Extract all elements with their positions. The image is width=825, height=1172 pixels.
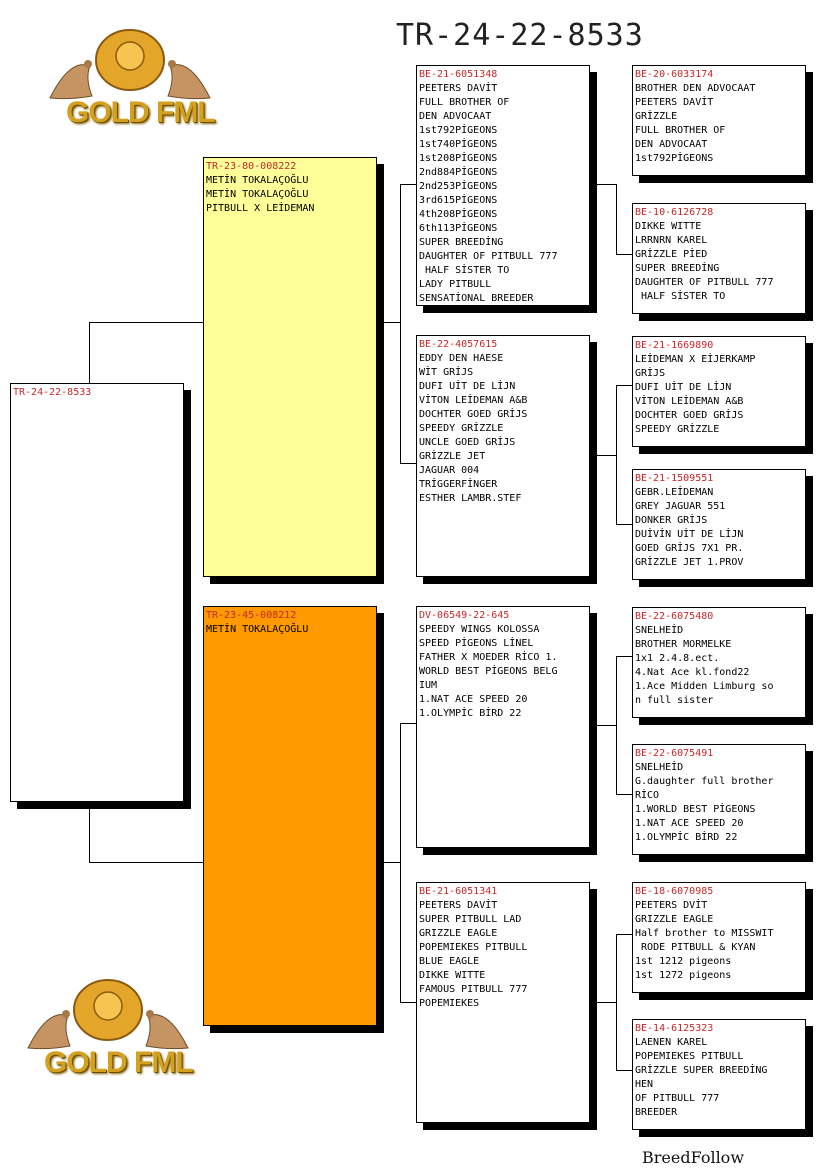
ring-number: TR-23-45-008212 — [206, 610, 297, 621]
bird-info-line: 1.NAT ACE SPEED 20 — [635, 818, 744, 829]
connector-line — [616, 385, 617, 525]
bird-info-line: FULL BROTHER OF — [635, 125, 726, 136]
bird-info-line: LEİDEMAN X EİJERKAMP — [635, 354, 756, 365]
connector-line — [616, 184, 617, 254]
connector-line — [89, 322, 90, 384]
bird-info-line: GEBR.LEİDEMAN — [635, 487, 714, 498]
sire-dam-box[interactable] — [416, 335, 590, 577]
connector-line — [597, 1002, 616, 1003]
connector-line — [89, 862, 203, 863]
dam-dam-sire-box[interactable] — [632, 882, 806, 993]
bird-info-line: HALF SİSTER TO — [419, 265, 510, 276]
bird-info-line: TRİGGERFİNGER — [419, 479, 498, 490]
bird-info-line: SPEEDY WINGS KOLOSSA — [419, 624, 540, 635]
bird-info-line: PEETERS DAVİT — [635, 97, 714, 108]
bird-info-line: BROTHER MORMELKE — [635, 639, 732, 650]
connector-line — [89, 322, 203, 323]
connector-line — [89, 802, 90, 863]
bird-info-line: FAMOUS PITBULL 777 — [419, 984, 528, 995]
ring-number: TR-23-80-008222 — [206, 161, 297, 172]
bird-info-line: SUPER BREEDİNG — [635, 263, 720, 274]
dam-dam-dam-box[interactable] — [632, 1019, 806, 1130]
bird-info-line: SUPER BREEDİNG — [419, 237, 504, 248]
bird-info-line: DEN ADVOCAAT — [419, 111, 492, 122]
ring-number: BE-10-6126728 — [635, 207, 714, 218]
sire-dam-dam-box[interactable] — [632, 469, 806, 580]
bird-info-line: LADY PITBULL — [419, 279, 492, 290]
bird-info-line: GRİZZLE JET 1.PROV — [635, 557, 744, 568]
dam-box[interactable] — [203, 606, 377, 1026]
bird-info-line: DIKKE WITTE — [419, 970, 486, 981]
sire-dam-sire-box[interactable] — [632, 336, 806, 447]
sire-sire-dam-box[interactable] — [632, 203, 806, 314]
connector-line — [616, 524, 632, 525]
ring-number: BE-21-6051348 — [419, 69, 498, 80]
bird-info-line: n full sister — [635, 695, 714, 706]
bird-info-line: DOCHTER GOED GRİJS — [419, 409, 528, 420]
bird-info-line: GRİJS — [635, 368, 666, 379]
connector-line — [616, 385, 632, 386]
ring-number: BE-22-6075480 — [635, 611, 714, 622]
bird-info-line: BREEDER — [635, 1107, 678, 1118]
bird-info-line: LRRNRN KAREL — [635, 235, 708, 246]
bird-info-line: BLUE EAGLE — [419, 956, 480, 967]
bird-info-line: 1st792PİGEONS — [635, 153, 714, 164]
ring-number: TR-24-22-8533 — [13, 387, 92, 398]
bird-info-line: GOED GRİJS 7X1 PR. — [635, 543, 744, 554]
bird-info-line: DAUGHTER OF PITBULL 777 — [635, 277, 774, 288]
bird-info-line: METİN TOKALAÇOĞLU — [206, 624, 309, 635]
subject-box[interactable] — [10, 383, 184, 802]
bird-info-line: 1st740PİGEONS — [419, 139, 498, 150]
connector-line — [597, 455, 616, 456]
bird-info-line: 3rd615PİGEONS — [419, 195, 498, 206]
bird-info-line: 1st792PİGEONS — [419, 125, 498, 136]
bird-info-line: UNCLE GOED GRİJS — [419, 437, 516, 448]
ring-number: BE-21-1669890 — [635, 340, 714, 351]
bird-info-line: VİTON LEİDEMAN A&B — [419, 395, 528, 406]
dam-sire-dam-box[interactable] — [632, 744, 806, 855]
dam-sire-box[interactable] — [416, 606, 590, 848]
logo-bottom — [8, 968, 208, 1088]
sire-sire-sire-box[interactable] — [632, 65, 806, 176]
bird-info-line: 2nd253PİGEONS — [419, 181, 498, 192]
sire-sire-box[interactable] — [416, 65, 590, 306]
bird-info-line: POPEMIEKES PITBULL — [419, 942, 528, 953]
bird-info-line: GRİZZLE — [635, 111, 678, 122]
bird-info-line: GRIZZLE EAGLE — [635, 914, 714, 925]
connector-line — [616, 1070, 632, 1071]
connector-line — [616, 254, 632, 255]
bird-info-line: POPEMIEKES — [419, 998, 480, 1009]
bird-info-line: HEN — [635, 1079, 654, 1090]
bird-info-line: SPEEDY GRİZZLE — [635, 424, 720, 435]
bird-info-line: SPEEDY GRİZZLE — [419, 423, 504, 434]
bird-info-line: METİN TOKALAÇOĞLU — [206, 189, 309, 200]
bird-info-line: DONKER GRİJS — [635, 515, 708, 526]
bird-info-line: DOCHTER GOED GRİJS — [635, 410, 744, 421]
bird-info-line: ESTHER LAMBR.STEF — [419, 493, 522, 504]
bird-info-line: G.daughter full brother — [635, 776, 774, 787]
bird-info-line: RİCO — [635, 790, 660, 801]
bird-info-line: DUFI UİT DE LİJN — [635, 382, 732, 393]
connector-line — [597, 725, 616, 726]
bird-info-line: 1.WORLD BEST PİGEONS — [635, 804, 756, 815]
bird-info-line: GRIZZLE EAGLE — [419, 928, 498, 939]
bird-info-line: FATHER X MOEDER RİCO 1. — [419, 652, 558, 663]
bird-info-line: GRİZZLE SUPER BREEDİNG — [635, 1065, 768, 1076]
bird-info-line: POPEMIEKES PITBULL — [635, 1051, 744, 1062]
connector-line — [616, 656, 617, 795]
ring-number: BE-18-6070985 — [635, 886, 714, 897]
dam-dam-box[interactable] — [416, 882, 590, 1123]
bird-info-line: VİTON LEİDEMAN A&B — [635, 396, 744, 407]
bird-info-line: SNELHEİD — [635, 625, 684, 636]
bird-info-line: PEETERS DAVİT — [419, 83, 498, 94]
bird-info-line: DIKKE WITTE — [635, 221, 702, 232]
bird-info-line: SPEED PİGEONS LİNEL — [419, 638, 534, 649]
bird-info-line: WORLD BEST PİGEONS BELG — [419, 666, 558, 677]
bird-info-line: 1.NAT ACE SPEED 20 — [419, 694, 528, 705]
logo-top — [30, 18, 230, 138]
bird-info-line: PEETERS DVİT — [635, 900, 708, 911]
bird-info-line: 1.OLYMPİC BİRD 22 — [635, 832, 738, 843]
sire-box[interactable] — [203, 157, 377, 577]
bird-info-line: EDDY DEN HAESE — [419, 353, 504, 364]
logo-top-text: GOLD FML — [66, 96, 215, 129]
connector-line — [400, 184, 416, 185]
bird-info-line: 2nd884PİGEONS — [419, 167, 498, 178]
bird-info-line: IUM — [419, 680, 438, 691]
ring-number: BE-14-6125323 — [635, 1023, 714, 1034]
connector-line — [616, 934, 632, 935]
dam-sire-sire-box[interactable] — [632, 607, 806, 718]
bird-info-line: 6th113PİGEONS — [419, 223, 498, 234]
ring-number: BE-22-6075491 — [635, 748, 714, 759]
bird-info-line: METİN TOKALAÇOĞLU — [206, 175, 309, 186]
bird-info-line: 1.Ace Midden Limburg so — [635, 681, 774, 692]
bird-info-line: 1.OLYMPİC BİRD 22 — [419, 708, 522, 719]
connector-line — [400, 723, 416, 724]
credit-text: BreedFollow — [642, 1148, 745, 1167]
bird-info-line: LAENEN KAREL — [635, 1037, 708, 1048]
bird-info-line: RODE PITBULL & KYAN — [635, 942, 756, 953]
bird-info-line: JAGUAR 004 — [419, 465, 480, 476]
logo-bottom-text: GOLD FML — [44, 1046, 193, 1079]
bird-info-line: SUPER PITBULL LAD — [419, 914, 522, 925]
bird-info-line: WİT GRİJS — [419, 367, 474, 378]
bird-info-line: 1x1 2.4.8.ect. — [635, 653, 720, 664]
connector-line — [400, 723, 401, 1003]
bird-info-line: 1st 1212 pigeons — [635, 956, 732, 967]
bird-info-line: GREY JAGUAR 551 — [635, 501, 726, 512]
connector-line — [400, 184, 401, 464]
bird-info-line: SENSATİONAL BREEDER — [419, 293, 534, 304]
pedigree-title: TR-24-22-8533 — [396, 18, 644, 53]
bird-info-line: 1st208PİGEONS — [419, 153, 498, 164]
ring-number: BE-22-4057615 — [419, 339, 498, 350]
connector-line — [384, 322, 400, 323]
bird-info-line: HALF SİSTER TO — [635, 291, 726, 302]
bird-info-line: DEN ADVOCAAT — [635, 139, 708, 150]
connector-line — [400, 463, 416, 464]
bird-info-line: 4.Nat Ace kl.fond22 — [635, 667, 750, 678]
bird-info-line: PITBULL X LEİDEMAN — [206, 203, 315, 214]
bird-info-line: 1st 1272 pigeons — [635, 970, 732, 981]
bird-info-line: GRİZZLE JET — [419, 451, 486, 462]
bird-info-line: DAUGHTER OF PITBULL 777 — [419, 251, 558, 262]
bird-info-line: DUFI UİT DE LİJN — [419, 381, 516, 392]
connector-line — [597, 184, 616, 185]
connector-line — [384, 862, 400, 863]
bird-info-line: 4th208PİGEONS — [419, 209, 498, 220]
bird-info-line: OF PITBULL 777 — [635, 1093, 720, 1104]
bird-info-line: SNELHEİD — [635, 762, 684, 773]
bird-info-line: DUİVİN UİT DE LİJN — [635, 529, 744, 540]
bird-info-line: Half brother to MISSWIT — [635, 928, 774, 939]
ring-number: BE-21-1509551 — [635, 473, 714, 484]
connector-line — [616, 794, 632, 795]
ring-number: BE-20-6033174 — [635, 69, 714, 80]
bird-info-line: PEETERS DAVİT — [419, 900, 498, 911]
ring-number: DV-06549-22-645 — [419, 610, 510, 621]
bird-info-line: GRİZZLE PİED — [635, 249, 708, 260]
connector-line — [616, 934, 617, 1071]
bird-info-line: BROTHER DEN ADVOCAAT — [635, 83, 756, 94]
bird-info-line: FULL BROTHER OF — [419, 97, 510, 108]
connector-line — [400, 1002, 416, 1003]
ring-number: BE-21-6051341 — [419, 886, 498, 897]
connector-line — [616, 656, 632, 657]
